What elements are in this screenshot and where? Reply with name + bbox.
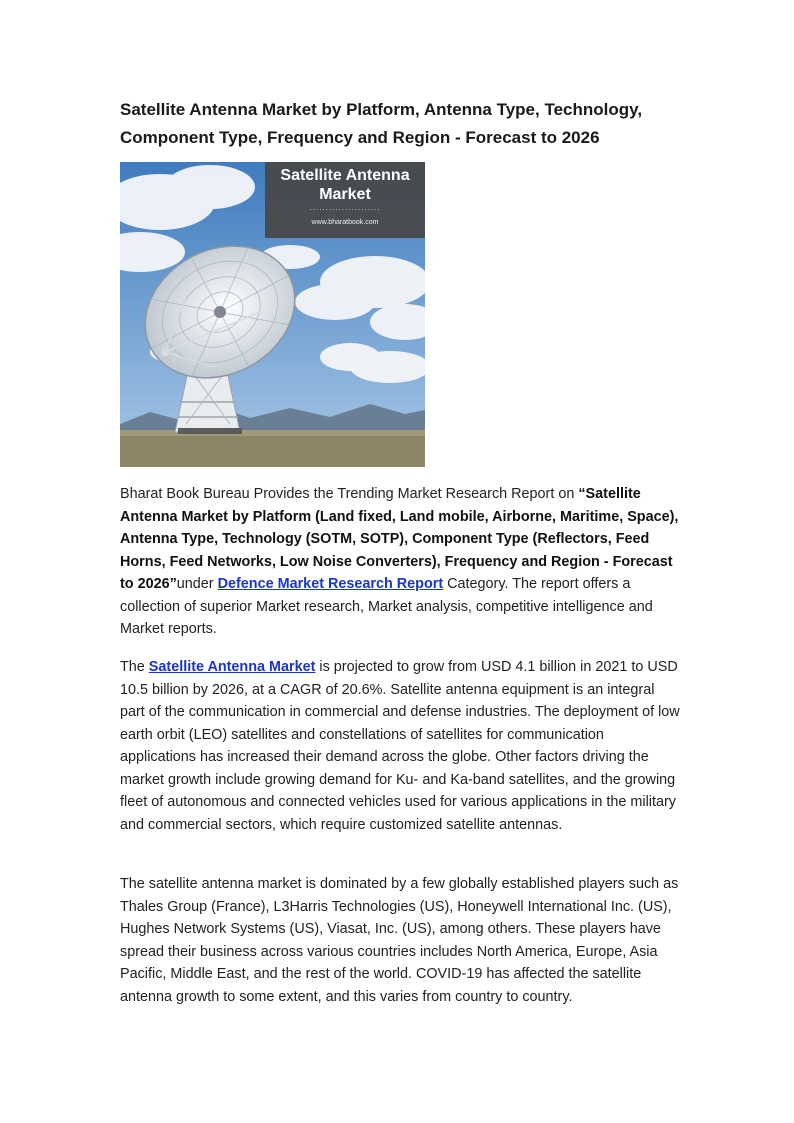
title-line-2: Component Type, Frequency and Region - Forecast to 2026 — [120, 128, 600, 147]
intro-text: Bharat Book Bureau Provides the Trending Market Research Report on — [120, 486, 579, 502]
market-the-text: The — [120, 659, 149, 675]
overlay-title-line-2: Market — [319, 186, 371, 203]
hero-image — [120, 162, 425, 467]
market-paragraph — [120, 656, 680, 836]
players-text: The satellite antenna market is dominated by a few globally established players such as Thales Group (France), L3Harris Technologies (US), Honeywell International Inc. (US), Hughes Network Systems (US), Viasat, Inc. (US), among others. These players have spread their business across various countries includes North America, Europe, Asia Pacific, Middle East, and the rest of the world. COVID-19 has affected the satellite antenna growth to some extent, and this varies from country to country. — [120, 876, 679, 1005]
report-title-bold: “Satellite Antenna Market by Platform (Land fixed, Land mobile, Airborne, Maritime, Space), Antenna Type, Technology (SOTM, SOTP), Component Type (Reflectors, Feed Horns, Feed Networks, Low Noise Converters), Frequency and Region - Forecast to 2026” — [120, 486, 679, 592]
under-text: under — [176, 576, 218, 592]
intro-rest-text: Category. The report offers a collection of superior Market research, Market analysis, competitive intelligence and Market reports. — [120, 576, 653, 637]
intro-paragraph — [120, 483, 680, 641]
overlay-title-line-1: Satellite Antenna — [280, 167, 410, 184]
players-paragraph — [120, 873, 680, 1008]
defence-report-link[interactable]: Defence Market Research Report — [217, 576, 444, 592]
page-title — [120, 96, 680, 152]
overlay-divider-dots: ...................... — [309, 203, 381, 212]
market-rest-text: is projected to grow from USD 4.1 billion in 2021 to USD 10.5 billion by 2026, at a CAGR of 20.6%. Satellite antenna equipment is an integral part of the communication in commercial and defense industries. The deployment of low earth orbit (LEO) satellites and constellations of satellites for communication applications has increased their demand across the globe. Other factors driving the market growth include growing demand for Ku- and Ka-band satellites, and the growing fleet of autonomous and connected vehicles used for various applications in the military and commercial sectors, which require customized satellite antennas. — [120, 659, 680, 833]
title-line-1: Satellite Antenna Market by Platform, Antenna Type, Technology, — [120, 100, 643, 119]
overlay-url: www.bharatbook.com — [311, 219, 379, 226]
satellite-antenna-market-link[interactable]: Satellite Antenna Market — [148, 659, 316, 675]
hero-overlay-box — [265, 162, 425, 238]
